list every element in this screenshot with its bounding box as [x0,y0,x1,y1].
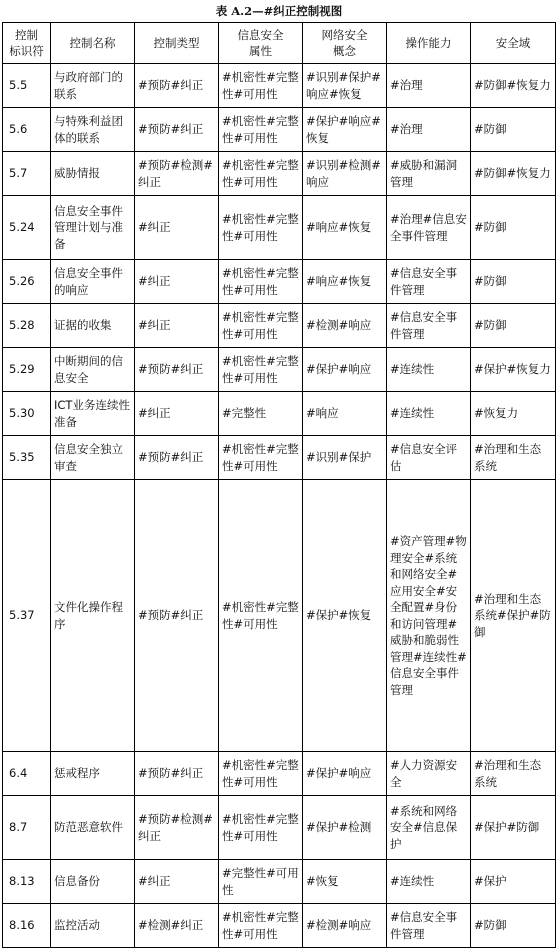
table-row [3,480,556,752]
table-row [3,436,556,480]
security-attribute-cell: #机密性#完整性#可用性 [219,260,303,304]
operational-capability-cell: #信息安全事件管理 [387,304,471,348]
table-row [3,260,556,304]
cyber-concept-cell: #保护#响应 [303,348,387,392]
operational-capability-cell: #治理 [387,64,471,108]
security-domain-cell: #防御#恢复力 [471,152,556,196]
cyber-concept-cell: #识别#保护 [303,436,387,480]
operational-capability-cell: #资产管理#物理安全#系统和网络安全#应用安全#安全配置#身份和访问管理#威胁和脆弱性管理#连续性#信息安全事件管理 [387,480,471,752]
operational-capability-cell: #威胁和漏洞管理 [387,152,471,196]
security-attribute-cell: #机密性#完整性#可用性 [219,108,303,152]
security-attribute-cell: #机密性#完整性#可用性 [219,796,303,860]
security-attribute-cell: #机密性#完整性#可用性 [219,196,303,260]
control-id-cell: 5.37 [3,480,51,752]
header-cyber-concept: 网络安全 概念 [303,23,387,64]
table-row [3,196,556,260]
operational-capability-cell: #治理#信息安全事件管理 [387,196,471,260]
control-name-cell: 信息安全独立审查 [51,436,135,480]
table-row [3,348,556,392]
table-row [3,860,556,904]
cyber-concept-cell: #响应#恢复 [303,196,387,260]
security-domain-cell: #防御 [471,196,556,260]
control-id-cell: 5.29 [3,348,51,392]
cyber-concept-cell: #响应#恢复 [303,260,387,304]
control-id-cell: 5.6 [3,108,51,152]
control-name-cell: 与政府部门的联系 [51,64,135,108]
control-name-cell: 与特殊利益团体的联系 [51,108,135,152]
control-type-cell: #纠正 [135,196,219,260]
control-type-cell: #纠正 [135,392,219,436]
control-type-cell: #预防#检测#纠正 [135,152,219,196]
security-attribute-cell: #机密性#完整性#可用性 [219,64,303,108]
header-operational-capability: 操作能力 [387,23,471,64]
security-domain-cell: #保护#恢复力 [471,348,556,392]
control-type-cell: #预防#纠正 [135,64,219,108]
control-id-cell: 5.35 [3,436,51,480]
control-id-cell: 5.24 [3,196,51,260]
control-table [2,22,556,948]
security-domain-cell: #防御 [471,108,556,152]
security-attribute-cell: #机密性#完整性#可用性 [219,152,303,196]
table-row [3,904,556,948]
control-id-cell: 5.26 [3,260,51,304]
security-domain-cell: #防御 [471,304,556,348]
control-name-cell: 惩戒程序 [51,752,135,796]
table-caption: 表 A.2—#纠正控制视图 [215,4,343,18]
cyber-concept-cell: #识别#检测#响应 [303,152,387,196]
control-name-cell: 监控活动 [51,904,135,948]
table-row [3,64,556,108]
table-row [3,152,556,196]
control-type-cell: #预防#纠正 [135,436,219,480]
operational-capability-cell: #信息安全事件管理 [387,260,471,304]
control-type-cell: #预防#纠正 [135,752,219,796]
cyber-concept-cell: #保护#检测 [303,796,387,860]
control-name-cell: 文件化操作程序 [51,480,135,752]
control-type-cell: #纠正 [135,304,219,348]
security-attribute-cell: #机密性#完整性#可用性 [219,436,303,480]
security-domain-cell: #保护#防御 [471,796,556,860]
table-row [3,304,556,348]
table-row [3,752,556,796]
header-security-domain: 安全域 [471,23,556,64]
security-attribute-cell: #机密性#完整性#可用性 [219,752,303,796]
control-id-cell: 5.7 [3,152,51,196]
operational-capability-cell: #信息安全评估 [387,436,471,480]
control-name-cell: ICT业务连续性准备 [51,392,135,436]
operational-capability-cell: #治理 [387,108,471,152]
operational-capability-cell: #人力资源安全 [387,752,471,796]
header-security-attribute: 信息安全 属性 [219,23,303,64]
cyber-concept-cell: #保护#响应#恢复 [303,108,387,152]
control-name-cell: 信息备份 [51,860,135,904]
cyber-concept-cell: #保护#恢复 [303,480,387,752]
security-attribute-cell: #机密性#完整性#可用性 [219,480,303,752]
table-row [3,108,556,152]
operational-capability-cell: #连续性 [387,860,471,904]
security-domain-cell: #治理和生态系统#保护#防御 [471,480,556,752]
security-attribute-cell: #机密性#完整性#可用性 [219,904,303,948]
header-control-id: 控制 标识符 [3,23,51,64]
control-id-cell: 5.28 [3,304,51,348]
control-type-cell: #纠正 [135,260,219,304]
operational-capability-cell: #连续性 [387,348,471,392]
security-attribute-cell: #机密性#完整性#可用性 [219,304,303,348]
operational-capability-cell: #信息安全事件管理 [387,904,471,948]
control-id-cell: 8.13 [3,860,51,904]
header-control-name: 控制名称 [51,23,135,64]
cyber-concept-cell: #恢复 [303,860,387,904]
security-domain-cell: #保护 [471,860,556,904]
control-name-cell: 信息安全事件管理计划与准备 [51,196,135,260]
cyber-concept-cell: #识别#保护#响应#恢复 [303,64,387,108]
security-domain-cell: #治理和生态系统 [471,752,556,796]
security-domain-cell: #防御#恢复力 [471,64,556,108]
control-id-cell: 5.5 [3,64,51,108]
control-type-cell: #预防#检测#纠正 [135,796,219,860]
security-domain-cell: #恢复力 [471,392,556,436]
table-row [3,392,556,436]
cyber-concept-cell: #检测#响应 [303,904,387,948]
control-id-cell: 8.7 [3,796,51,860]
security-attribute-cell: #完整性 [219,392,303,436]
control-type-cell: #预防#纠正 [135,480,219,752]
control-name-cell: 威胁情报 [51,152,135,196]
cyber-concept-cell: #保护#响应 [303,752,387,796]
control-id-cell: 5.30 [3,392,51,436]
cyber-concept-cell: #响应 [303,392,387,436]
header-control-type: 控制类型 [135,23,219,64]
table-row [3,796,556,860]
security-attribute-cell: #机密性#完整性#可用性 [219,348,303,392]
security-domain-cell: #治理和生态系统 [471,436,556,480]
control-type-cell: #预防#纠正 [135,108,219,152]
security-domain-cell: #防御 [471,260,556,304]
operational-capability-cell: #连续性 [387,392,471,436]
security-domain-cell: #防御 [471,904,556,948]
control-id-cell: 6.4 [3,752,51,796]
operational-capability-cell: #系统和网络安全#信息保护 [387,796,471,860]
control-name-cell: 防范恶意软件 [51,796,135,860]
control-type-cell: #预防#纠正 [135,348,219,392]
header-row [3,23,556,64]
cyber-concept-cell: #检测#响应 [303,304,387,348]
security-attribute-cell: #完整性#可用性 [219,860,303,904]
control-id-cell: 8.16 [3,904,51,948]
control-name-cell: 中断期间的信息安全 [51,348,135,392]
control-type-cell: #纠正 [135,860,219,904]
control-name-cell: 信息安全事件的响应 [51,260,135,304]
control-type-cell: #检测#纠正 [135,904,219,948]
control-name-cell: 证据的收集 [51,304,135,348]
